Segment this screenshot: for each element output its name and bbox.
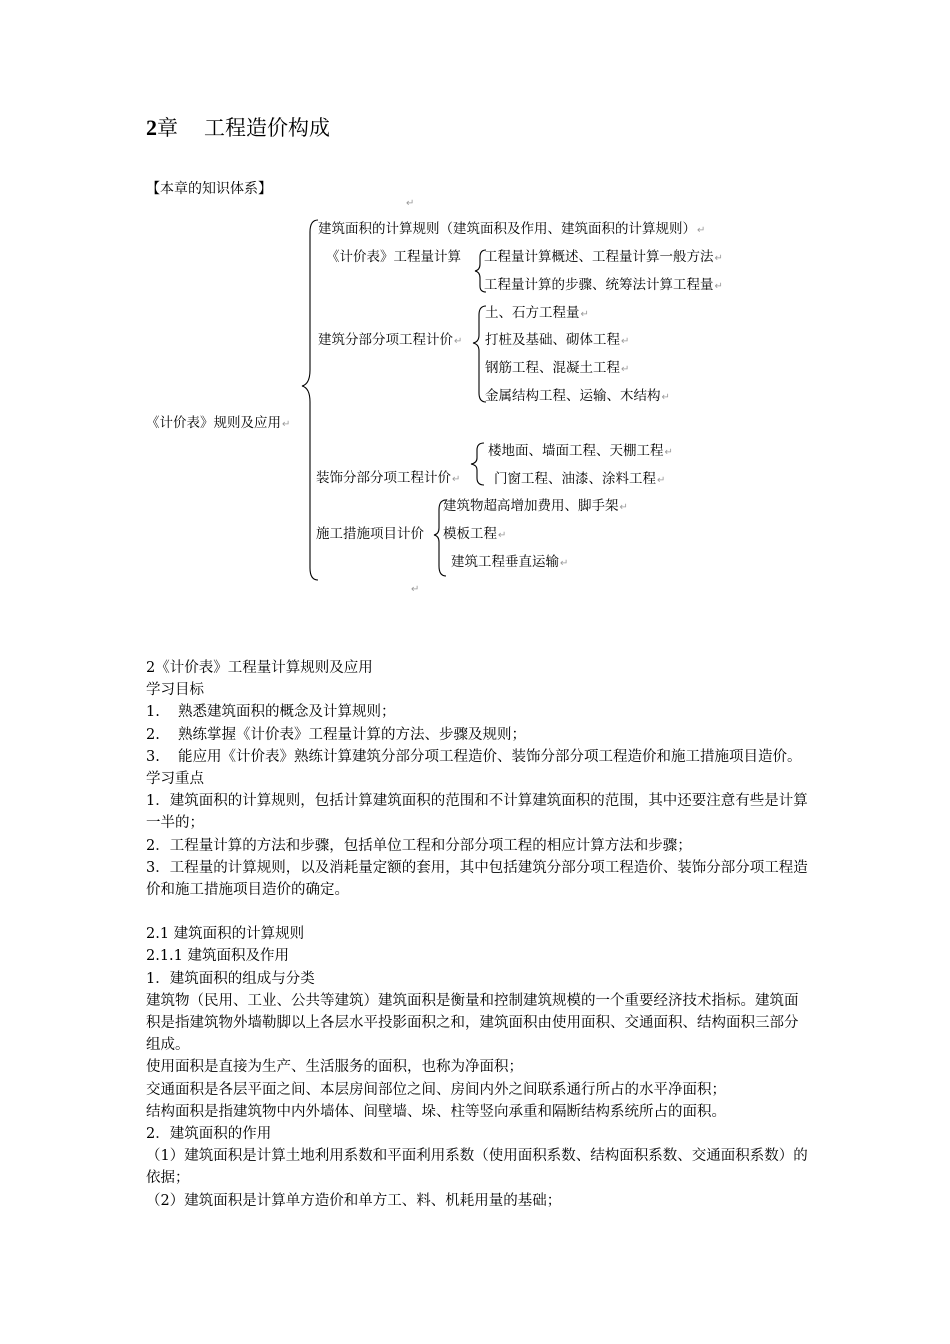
focus-item-2: 2．工程量计算的方法和步骤，包括单位工程和分部分项工程的相应计算方法和步骤； bbox=[146, 837, 692, 854]
return-mark-bottom: ↵ bbox=[411, 584, 420, 595]
item-1-title: 1．建筑面积的组成与分类 bbox=[146, 970, 315, 987]
tree-leaf-cs-3: 建筑工程垂直运输↵ bbox=[451, 554, 569, 570]
paragraph-1: 建筑物（民用、工业、公共等建筑）建筑面积是衡量和控制建筑规模的一个重要经济技术指标。建筑面积是指建筑物外墙勒脚以上各层水平投影面积之和，建筑面积由使用面积、交通面积、结构面积三部分组成。 bbox=[146, 992, 799, 1054]
focus-item-3: 3．工程量的计算规则，以及消耗量定额的套用，其中包括建筑分部分项工程造价、装饰分部分项工程造价和施工措施项目造价的确定。 bbox=[146, 859, 808, 899]
paragraph-3: 交通面积是各层平面之间、本层房间部位之间、房间内外之间联系通行所占的水平净面积； bbox=[146, 1081, 726, 1098]
tree-node-jianzhu-fenbu: 建筑分部分项工程计价↵ bbox=[318, 332, 463, 348]
tree-node-shigong-cuoshi: 施工措施项目计价 bbox=[316, 526, 424, 542]
chapter-unit: 章 bbox=[157, 116, 178, 140]
tree-node-jijiabiao-gongchengliang: 《计价表》工程量计算 bbox=[326, 249, 461, 265]
item-2-title: 2．建筑面积的作用 bbox=[146, 1126, 272, 1143]
tree-node-zhuangshi-fenbu: 装饰分部分项工程计价↵ bbox=[316, 470, 461, 486]
tree-leaf-zs-2: 门窗工程、油漆、涂料工程↵ bbox=[494, 471, 666, 487]
chapter-name: 工程造价构成 bbox=[204, 116, 330, 140]
knowledge-tree bbox=[0, 0, 950, 620]
paragraph-6: （2）建筑面积是计算单方造价和单方工、料、机耗用量的基础； bbox=[146, 1192, 562, 1209]
brace-zhuangshi bbox=[471, 443, 484, 485]
knowledge-system-label: 【本章的知识体系】 bbox=[146, 181, 272, 197]
goal-item-1: 1. 熟悉建筑面积的概念及计算规则； bbox=[146, 704, 396, 721]
tree-leaf-cs-1: 建筑物超高增加费用、脚手架↵ bbox=[443, 498, 628, 514]
tree-leaf-gcl-1: 工程量计算概述、工程量计算一般方法↵ bbox=[484, 249, 723, 265]
tree-leaf-jz-3: 钢筋工程、混凝土工程↵ bbox=[485, 360, 630, 376]
goal-item-3: 3. 能应用《计价表》熟练计算建筑分部分项工程造价、装饰分部分项工程造价和施工措施项目造价。 bbox=[146, 748, 802, 765]
section-2-1: 2.1 建筑面积的计算规则 bbox=[146, 926, 305, 943]
chapter-number: 2 bbox=[146, 115, 157, 140]
goals-title: 学习目标 bbox=[146, 682, 204, 699]
focus-item-1: 1．建筑面积的计算规则，包括计算建筑面积的范围和不计算建筑面积的范围，其中还要注意有些是计算一半的； bbox=[146, 793, 808, 832]
tree-leaf-jz-4: 金属结构工程、运输、木结构↵ bbox=[485, 388, 670, 404]
body-text bbox=[146, 657, 812, 1212]
paragraph-5: （1）建筑面积是计算土地利用系数和平面利用系数（使用面积系数、结构面积系数、交通面积系数）的依据； bbox=[146, 1148, 808, 1187]
tree-leaf-jz-1: 土、石方工程量↵ bbox=[485, 305, 589, 321]
tree-node-jianzhumianji: 建筑面积的计算规则（建筑面积及作用、建筑面积的计算规则）↵ bbox=[318, 221, 706, 237]
tree-root: 《计价表》规则及应用↵ bbox=[146, 415, 291, 431]
focus-title: 学习重点 bbox=[146, 771, 204, 788]
section-2-1-1: 2.1.1 建筑面积及作用 bbox=[146, 948, 290, 965]
tree-leaf-jz-2: 打桩及基础、砌体工程↵ bbox=[485, 332, 630, 348]
tree-leaf-zs-1: 楼地面、墙面工程、天棚工程↵ bbox=[488, 443, 673, 459]
section-heading: 2《计价表》工程量计算规则及应用 bbox=[146, 660, 373, 676]
goal-item-2: 2. 熟练掌握《计价表》工程量计算的方法、步骤及规则； bbox=[146, 726, 526, 743]
return-mark-top: ↵ bbox=[406, 198, 415, 209]
paragraph-2: 使用面积是直接为生产、生活服务的面积，也称为净面积； bbox=[146, 1059, 523, 1076]
tree-leaf-gcl-2: 工程量计算的步骤、统筹法计算工程量↵ bbox=[484, 277, 723, 293]
paragraph-4: 结构面积是指建筑物中内外墙体、间壁墙、垛、柱等竖向承重和隔断结构系统所占的面积。 bbox=[146, 1103, 726, 1120]
tree-leaf-cs-2: 模板工程↵ bbox=[443, 526, 507, 542]
